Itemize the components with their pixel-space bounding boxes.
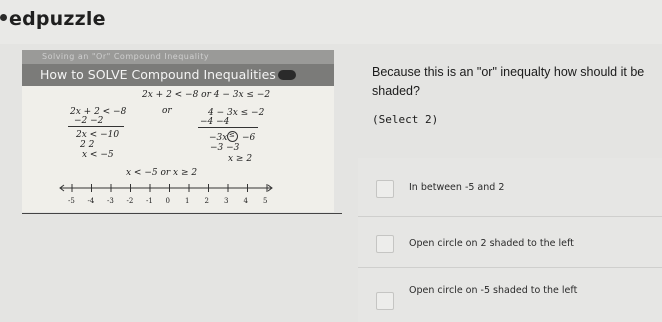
checkbox[interactable]	[376, 292, 394, 310]
tick-label: 5	[263, 197, 268, 205]
video-frame[interactable]	[22, 50, 334, 212]
right-step-3: −3x	[209, 133, 228, 143]
tick-label: -2	[126, 197, 134, 205]
tick-label: -4	[87, 197, 95, 205]
left-step-1: 2x + 2 < −8	[70, 107, 127, 117]
right-divider	[198, 127, 258, 128]
tick-label: -1	[146, 197, 153, 205]
video-title: How to SOLVE Compound Inequalities	[40, 67, 276, 82]
right-step-4: −6	[242, 133, 256, 143]
equation: 2x + 2 < −8 or 4 − 3x ≤ −2	[142, 90, 271, 100]
or-label: or	[162, 106, 172, 116]
top-bar	[0, 0, 662, 44]
left-step-5: x < −5	[82, 150, 114, 160]
video-title-bar	[22, 64, 334, 86]
app-logo[interactable]: edpuzzle	[9, 8, 106, 30]
left-divider	[68, 126, 124, 127]
number-line-graphic	[22, 180, 334, 212]
answer-option-3[interactable]	[358, 267, 662, 322]
checkbox[interactable]	[376, 180, 394, 198]
tick-label: 4	[243, 197, 248, 205]
right-step-5: −3 −3	[210, 143, 240, 153]
answer-option-1[interactable]	[358, 158, 662, 216]
right-step-1: 4 − 3x ≤ −2	[208, 108, 265, 118]
video-banner: Solving an "Or" Compound Inequality	[22, 50, 334, 64]
tick-label: 1	[185, 197, 190, 205]
left-step-4: 2 2	[80, 140, 95, 150]
select-note: (Select 2)	[372, 113, 439, 126]
circled-symbol: ≤	[229, 131, 235, 139]
number-line	[22, 180, 334, 212]
option-label: Open circle on -5 shaded to the left	[409, 285, 578, 296]
divider	[22, 213, 342, 214]
tick-label: -3	[107, 197, 114, 205]
result: x < −5 or x ≥ 2	[126, 168, 198, 178]
tick-label: 2	[204, 197, 209, 205]
tick-label: 0	[165, 197, 170, 205]
logo-mark-icon	[0, 14, 7, 21]
option-label: Open circle on 2 shaded to the left	[409, 238, 574, 249]
left-step-3: 2x < −10	[76, 130, 120, 140]
checkbox[interactable]	[376, 235, 394, 253]
tick-label: 3	[224, 197, 229, 205]
option-label: In between -5 and 2	[409, 182, 505, 193]
question-text: Because this is an "or" inequalty how should it be shaded?	[372, 65, 645, 98]
pointer-icon	[278, 70, 296, 80]
circled-sign	[227, 131, 238, 142]
tick-label: -5	[68, 197, 75, 205]
right-step-2: −4 −4	[200, 117, 230, 127]
right-step-6: x ≥ 2	[228, 154, 253, 164]
left-step-2: −2 −2	[74, 116, 104, 126]
